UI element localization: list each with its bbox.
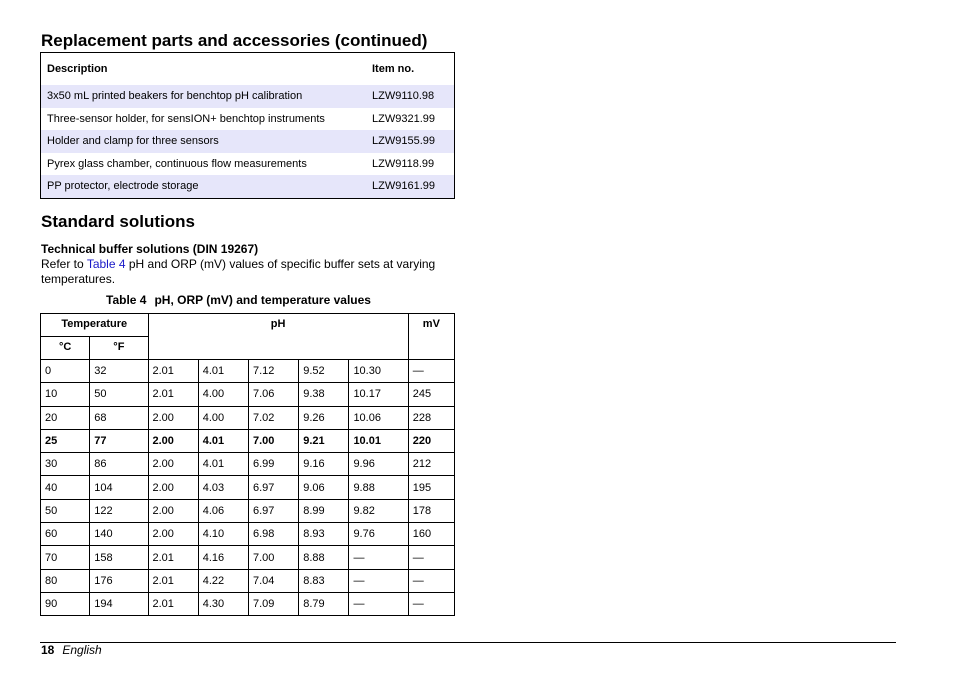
ph-value-cell: — bbox=[349, 592, 408, 615]
table-row bbox=[41, 569, 455, 592]
ph-value-cell: 9.82 bbox=[349, 499, 408, 522]
section-title-parts: Replacement parts and accessories (continued) bbox=[41, 31, 428, 50]
ph-value-cell: 9.52 bbox=[299, 360, 349, 383]
part-item-number: LZW9118.99 bbox=[372, 157, 435, 170]
mv-value-cell: — bbox=[408, 569, 454, 592]
table-row bbox=[41, 592, 455, 615]
temp-c-cell: 40 bbox=[41, 476, 90, 499]
ph-value-cell: 4.30 bbox=[198, 592, 248, 615]
ph-value-cell: 8.88 bbox=[299, 546, 349, 569]
ph-value-cell: 9.16 bbox=[299, 453, 349, 476]
ph-value-cell: 9.26 bbox=[299, 406, 349, 429]
ph-value-cell: 6.97 bbox=[248, 499, 298, 522]
ph-value-cell: 2.00 bbox=[148, 523, 198, 546]
ph-value-cell: 8.79 bbox=[299, 592, 349, 615]
table-row bbox=[41, 406, 455, 429]
mv-value-cell: 195 bbox=[408, 476, 454, 499]
ph-value-cell: 4.01 bbox=[198, 429, 248, 452]
part-item-number: LZW9155.99 bbox=[364, 130, 455, 153]
temp-f-cell: 77 bbox=[90, 429, 148, 452]
page-footer bbox=[41, 643, 102, 657]
ph-value-cell: 7.06 bbox=[248, 383, 298, 406]
mv-value-cell: — bbox=[408, 592, 454, 615]
mv-value-cell: — bbox=[408, 360, 454, 383]
temp-c-cell: 20 bbox=[41, 406, 90, 429]
ph-value-cell: 10.17 bbox=[349, 383, 408, 406]
footer-language: English bbox=[62, 643, 102, 657]
temp-f-cell: 194 bbox=[90, 592, 148, 615]
temp-f-cell: 32 bbox=[90, 360, 148, 383]
section-title-standard-solutions: Standard solutions bbox=[41, 212, 195, 231]
ph-value-cell: 2.01 bbox=[148, 546, 198, 569]
part-item-number: LZW9321.99 bbox=[372, 112, 435, 125]
ph-value-cell: 6.99 bbox=[248, 453, 298, 476]
mv-value-cell: — bbox=[408, 546, 454, 569]
temp-f-cell: 158 bbox=[90, 546, 148, 569]
table-row bbox=[41, 499, 455, 522]
ph-value-cell: 4.10 bbox=[198, 523, 248, 546]
temp-f-cell: 122 bbox=[90, 499, 148, 522]
ph-value-cell: 8.83 bbox=[299, 569, 349, 592]
ph-value-cell: 4.00 bbox=[198, 383, 248, 406]
table-row bbox=[41, 546, 455, 569]
temp-c-cell: 60 bbox=[41, 523, 90, 546]
ph-value-cell: 4.01 bbox=[198, 360, 248, 383]
ph-value-cell: 4.22 bbox=[198, 569, 248, 592]
table-row bbox=[41, 108, 455, 131]
part-description: 3x50 mL printed beakers for benchtop pH calibration bbox=[41, 85, 365, 108]
ph-value-cell: 9.21 bbox=[299, 429, 349, 452]
ph-value-cell: 9.76 bbox=[349, 523, 408, 546]
ph-value-cell: 8.93 bbox=[299, 523, 349, 546]
ph-value-cell: 2.00 bbox=[148, 429, 198, 452]
temp-f-cell: 50 bbox=[90, 383, 148, 406]
mv-value-cell: 178 bbox=[408, 499, 454, 522]
temp-c-cell: 80 bbox=[41, 569, 90, 592]
table-row bbox=[41, 476, 455, 499]
column-header-temperature: Temperature bbox=[41, 314, 149, 337]
ph-value-cell: 2.01 bbox=[148, 383, 198, 406]
ph-value-cell: 9.38 bbox=[299, 383, 349, 406]
table-row bbox=[41, 175, 455, 198]
column-header-celsius: °C bbox=[41, 337, 90, 360]
ph-value-cell: 4.06 bbox=[198, 499, 248, 522]
ph-value-cell: 7.04 bbox=[248, 569, 298, 592]
table-header-row bbox=[41, 314, 455, 337]
mv-value-cell: 212 bbox=[408, 453, 454, 476]
ph-value-cell: 9.88 bbox=[349, 476, 408, 499]
temp-c-cell: 90 bbox=[41, 592, 90, 615]
table-row bbox=[41, 360, 455, 383]
mv-value-cell: 220 bbox=[408, 429, 454, 452]
para-text-after: pH and ORP (mV) values of specific buffer sets at varying temperatures. bbox=[41, 257, 436, 286]
ph-value-cell: 10.06 bbox=[349, 406, 408, 429]
parts-table bbox=[40, 52, 455, 199]
ph-value-cell: — bbox=[349, 569, 408, 592]
temp-f-cell: 68 bbox=[90, 406, 148, 429]
temp-f-cell: 86 bbox=[90, 453, 148, 476]
ph-value-cell: 6.97 bbox=[248, 476, 298, 499]
buffer-values-table bbox=[40, 313, 455, 616]
temp-f-cell: 140 bbox=[90, 523, 148, 546]
table-caption bbox=[106, 293, 371, 307]
ph-value-cell: 2.00 bbox=[148, 453, 198, 476]
ph-value-cell: — bbox=[349, 546, 408, 569]
temp-c-cell: 50 bbox=[41, 499, 90, 522]
caption-text: pH, ORP (mV) and temperature values bbox=[154, 293, 371, 307]
caption-label: Table 4 bbox=[106, 293, 147, 307]
ph-value-cell: 10.01 bbox=[349, 429, 408, 452]
table-row bbox=[41, 383, 455, 406]
ph-value-cell: 7.09 bbox=[248, 592, 298, 615]
column-header-description: Description bbox=[47, 63, 108, 75]
ph-value-cell: 6.98 bbox=[248, 523, 298, 546]
mv-value-cell: 228 bbox=[408, 406, 454, 429]
column-header-item-no: Item no. bbox=[372, 63, 415, 75]
temp-c-cell: 25 bbox=[41, 429, 90, 452]
part-description: Holder and clamp for three sensors bbox=[41, 130, 365, 153]
intro-paragraph bbox=[41, 257, 441, 286]
ph-value-cell: 4.00 bbox=[198, 406, 248, 429]
ph-value-cell: 4.16 bbox=[198, 546, 248, 569]
ph-value-cell: 4.01 bbox=[198, 453, 248, 476]
ph-value-cell: 2.00 bbox=[148, 406, 198, 429]
table-header-row bbox=[41, 53, 455, 86]
ph-value-cell: 2.01 bbox=[148, 569, 198, 592]
ph-value-cell: 2.00 bbox=[148, 499, 198, 522]
table-row bbox=[41, 153, 455, 176]
ph-value-cell: 7.12 bbox=[248, 360, 298, 383]
ph-value-cell: 7.02 bbox=[248, 406, 298, 429]
table-row bbox=[41, 453, 455, 476]
ph-value-cell: 9.96 bbox=[349, 453, 408, 476]
table-row bbox=[41, 523, 455, 546]
footer-divider bbox=[40, 642, 896, 643]
column-header-fahrenheit: °F bbox=[90, 337, 148, 360]
temp-c-cell: 70 bbox=[41, 546, 90, 569]
temp-f-cell: 104 bbox=[90, 476, 148, 499]
part-description: Three-sensor holder, for sensION+ benchtop instruments bbox=[47, 112, 325, 125]
ph-value-cell: 7.00 bbox=[248, 546, 298, 569]
ph-value-cell: 4.03 bbox=[198, 476, 248, 499]
column-header-ph: pH bbox=[148, 314, 408, 360]
part-description: Pyrex glass chamber, continuous flow measurements bbox=[47, 157, 307, 170]
temp-c-cell: 0 bbox=[41, 360, 90, 383]
ph-value-cell: 10.30 bbox=[349, 360, 408, 383]
temp-f-cell: 176 bbox=[90, 569, 148, 592]
table-row bbox=[41, 429, 455, 452]
ph-value-cell: 2.01 bbox=[148, 592, 198, 615]
temp-c-cell: 10 bbox=[41, 383, 90, 406]
para-text-before: Refer to bbox=[41, 257, 87, 271]
ph-value-cell: 7.00 bbox=[248, 429, 298, 452]
part-item-number: LZW9161.99 bbox=[364, 175, 455, 198]
mv-value-cell: 160 bbox=[408, 523, 454, 546]
page-number: 18 bbox=[41, 643, 55, 657]
table-4-link[interactable]: Table 4 bbox=[86, 257, 126, 271]
ph-value-cell: 2.01 bbox=[148, 360, 198, 383]
column-header-mv: mV bbox=[408, 314, 454, 360]
subheading-buffer-solutions: Technical buffer solutions (DIN 19267) bbox=[41, 242, 259, 256]
ph-value-cell: 8.99 bbox=[299, 499, 349, 522]
ph-value-cell: 9.06 bbox=[299, 476, 349, 499]
table-row bbox=[41, 130, 455, 153]
temp-c-cell: 30 bbox=[41, 453, 90, 476]
mv-value-cell: 245 bbox=[408, 383, 454, 406]
table-row bbox=[41, 85, 455, 108]
part-description: PP protector, electrode storage bbox=[41, 175, 365, 198]
part-item-number: LZW9110.98 bbox=[364, 85, 455, 108]
ph-value-cell: 2.00 bbox=[148, 476, 198, 499]
